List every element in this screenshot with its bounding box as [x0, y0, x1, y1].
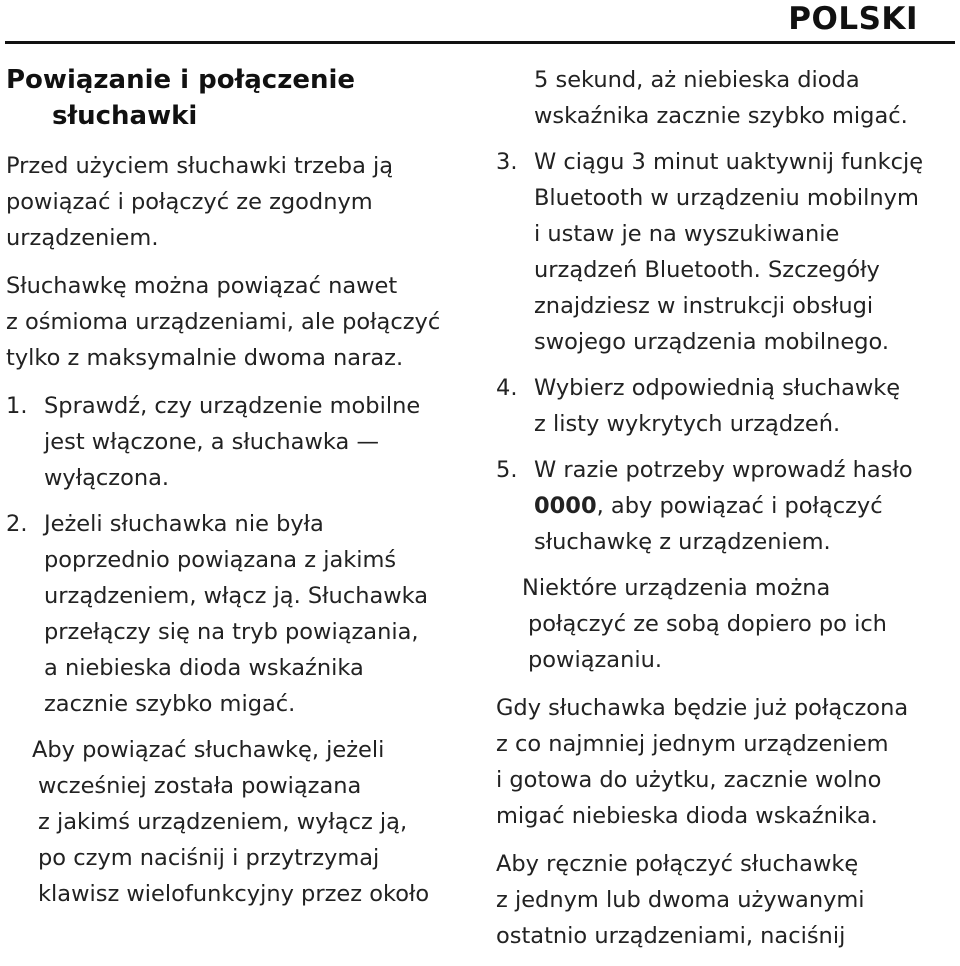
step-5: [496, 452, 956, 560]
text-line: tylko z maksymalnie dwoma naraz.: [6, 345, 404, 371]
text-line: przełączy się na tryb powiązania,: [44, 619, 419, 645]
text-line: migać niebieska dioda wskaźnika.: [496, 803, 878, 829]
text-line: Wybierz odpowiednią słuchawkę: [534, 375, 901, 401]
text-line: Niektóre urządzenia można: [522, 575, 831, 601]
text-line: swojego urządzenia mobilnego.: [534, 329, 890, 355]
text-line: z co najmniej jednym urządzeniem: [496, 731, 889, 757]
step-number: 5.: [496, 457, 518, 483]
text-line: W razie potrzeby wprowadź hasło: [534, 457, 913, 483]
device-note: [496, 570, 956, 678]
passcode: 0000: [534, 493, 597, 519]
intro-paragraph: [6, 148, 468, 256]
text-line: Aby powiązać słuchawkę, jeżeli: [32, 737, 385, 763]
text-line: 5 sekund, aż niebieska dioda: [534, 67, 860, 93]
step-1: [6, 388, 468, 496]
step-number: 2.: [6, 511, 28, 537]
text-line: Jeżeli słuchawka nie była: [44, 511, 324, 537]
text-line: wskaźnika zacznie szybko migać.: [534, 103, 908, 129]
left-column: [6, 62, 468, 924]
step-2: [6, 506, 468, 722]
text-line: wyłączona.: [44, 465, 170, 491]
text-line: Przed użyciem słuchawki trzeba ją: [6, 153, 394, 179]
text-line: urządzeniem.: [6, 225, 159, 251]
step-4: [496, 370, 956, 442]
text-line: powiązaniu.: [528, 647, 663, 673]
section-title: [6, 62, 468, 134]
text-line: wcześniej została powiązana: [38, 773, 362, 799]
text-line: poprzednio powiązana z jakimś: [44, 547, 397, 573]
section-title-line-2: słuchawki: [52, 101, 198, 131]
text-line: i gotowa do użytku, zacznie wolno: [496, 767, 882, 793]
text-line: znajdziesz w instrukcji obsługi: [534, 293, 874, 319]
text-line: z listy wykrytych urządzeń.: [534, 411, 841, 437]
text-line: Słuchawkę można powiązać nawet: [6, 273, 398, 299]
text-line: urządzeń Bluetooth. Szczegóły: [534, 257, 880, 283]
text-line: urządzeniem, włącz ją. Słuchawka: [44, 583, 429, 609]
step-3: [496, 144, 956, 360]
right-column: [496, 62, 956, 966]
text-line: Sprawdź, czy urządzenie mobilne: [44, 393, 421, 419]
text-line: Gdy słuchawka będzie już połączona: [496, 695, 909, 721]
manual-connect-paragraph: [496, 846, 956, 954]
text-line: jest włączone, a słuchawka —: [44, 429, 379, 455]
text-line: powiązać i połączyć ze zgodnym: [6, 189, 373, 215]
text-line: połączyć ze sobą dopiero po ich: [528, 611, 887, 637]
pairing-limit-paragraph: [6, 268, 468, 376]
step-number: 4.: [496, 375, 518, 401]
text-line: z jednym lub dwoma używanymi: [496, 887, 865, 913]
text-line: i ustaw je na wyszukiwanie: [534, 221, 840, 247]
text-line: a niebieska dioda wskaźnika: [44, 655, 364, 681]
note-continuation: [496, 62, 956, 134]
text-line: zacznie szybko migać.: [44, 691, 296, 717]
text-line: po czym naciśnij i przytrzymaj: [38, 845, 380, 871]
step-number: 1.: [6, 393, 28, 419]
text-line: Bluetooth w urządzeniu mobilnym: [534, 185, 919, 211]
text-line: Aby ręcznie połączyć słuchawkę: [496, 851, 859, 877]
text-fragment: , aby powiązać i połączyć: [596, 493, 883, 519]
language-header: POLSKI: [788, 1, 918, 37]
step-number: 3.: [496, 149, 518, 175]
text-line: [534, 488, 956, 524]
connected-paragraph: [496, 690, 956, 834]
section-title-line-1: Powiązanie i połączenie: [6, 65, 356, 95]
header-divider: [5, 41, 955, 44]
text-line: z jakimś urządzeniem, wyłącz ją,: [38, 809, 408, 835]
text-line: słuchawkę z urządzeniem.: [534, 529, 831, 555]
text-line: ostatnio urządzeniami, naciśnij: [496, 923, 846, 949]
text-line: W ciągu 3 minut uaktywnij funkcję: [534, 149, 924, 175]
text-line: klawisz wielofunkcyjny przez około: [38, 881, 430, 907]
pairing-note: [6, 732, 468, 912]
text-line: z ośmioma urządzeniami, ale połączyć: [6, 309, 441, 335]
